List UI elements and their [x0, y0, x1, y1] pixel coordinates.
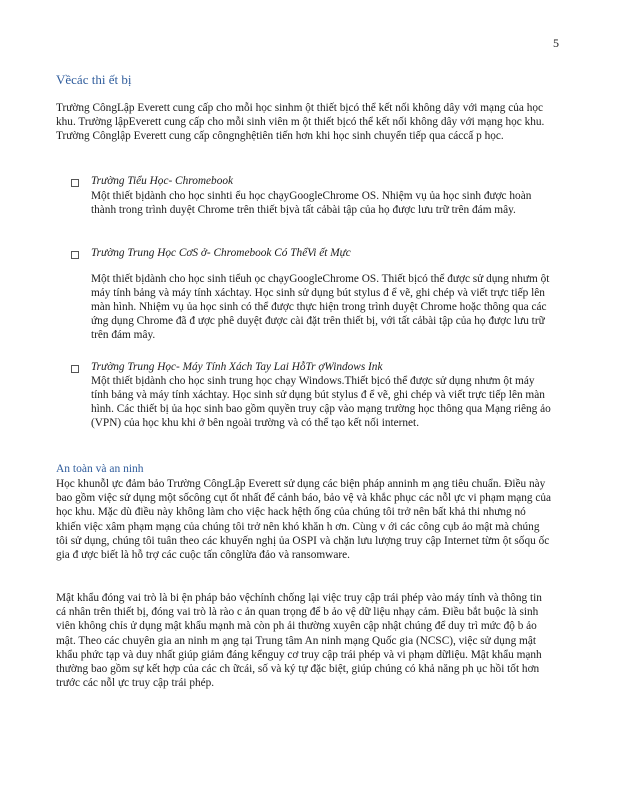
- device-body-high: Một thiết bịdành cho học sinh trung học chạy Windows.Thiết bịcó thể được sử dụng nhưm ột máy tính bảng và máy tính xáchtay. Học sinh sử dụng bút stylus đ ể vẽ, ghi chép và viết trực tiếp lên màn hình. Các thiết bị ủa học sinh bao gồm quyền truy cập vào mạng trường học thông qua Mạng riêng ảo (VPN) của học khu khi ở bên ngoài trường và có thể tạo kết nối internet.: [91, 375, 551, 429]
- safety-paragraph-1: Học khunỗl ực đảm bảo Trường CôngLập Everett sử dụng các biện pháp anninh m ạng tiêu chuẩn. Điều này bao gồm việc sử dụng một sốcông cụt ốt nhất để cảnh báo, bảo vệ và khắc phục các nỗl ực vi phạm mạng của học khu. Mặc dù điều này không làm cho việc hack hệth ống của chúng tôi trở nên bất khả thi nhưng nó khiến việc xâm phạm mạng của chúng tôi trở nên khó khăn h ơn. Cùng v ới các công cụb ảo mật mà chúng tôi sử dụng, chúng tôi tuân theo các khuyến nghị ủa OSPI và chặn lưu lượng truy cập Internet từm ột sốqu ốc gia đ ược biết là hỗ trợ các cuộc tấn cônglừa đảo và ransomware.: [56, 478, 552, 562]
- device-title-middle: Trường Trung Học CơS ở- Chromebook Có ThểVi ết Mực: [91, 247, 351, 259]
- page-number: 5: [553, 36, 559, 50]
- device-body-middle: Một thiết bịdành cho học sinh tiểuh ọc chạyGoogleChrome OS. Thiết bịcó thể được sử dụng nhưm ột máy tính bảng và máy tính xáchtay. Học sinh sử dụng bút stylus đ ể vẽ, ghi chép và viết trực tiếp lên màn hình. Nhiệm vụ ủa học sinh có thể được thực hiện trong trình duyệt Chrome hoặc thông qua các ứng dụng Chrome đã đ ược phê duyệt được cài đặt trên thiết bị, với tất cảbài tập của họ được lưu trữ trên đám mây.: [91, 273, 550, 341]
- safety-heading: An toàn và an ninh: [56, 463, 144, 475]
- devices-heading: Vềcác thi ết bị: [56, 72, 132, 87]
- intro-paragraph: Trường CôngLập Everett cung cấp cho mỗi học sinhm ột thiết bịcó thể kết nối không dây với mạng của học khu. Trường lậpEverett cung cấp cho mỗi sinh viên m ột thiết bịcó thể kết nối không dây với mạng học khu. Trường Cônglập Everett cung cấp côngnghệtiên tiến hơn khi học sinh chuyển tiếp qua cáccấ p học.: [56, 102, 545, 143]
- bullet-icon: [71, 365, 79, 373]
- bullet-icon: [71, 179, 79, 187]
- device-title-high: Trường Trung Học- Máy Tính Xách Tay Lai HỗTr ợWindows Ink: [91, 361, 383, 373]
- bullet-icon: [71, 251, 79, 259]
- device-title-elementary: Trường Tiểu Học- Chromebook: [91, 175, 233, 187]
- device-body-elementary: Một thiết bịdành cho học sinhti ểu học chạyGoogleChrome OS. Nhiệm vụ ủa học sinh được hoàn thành trong trình duyệt Chrome trên thiết bịvà tất cảbài tập của họ được lưu trữ trên đám mây.: [91, 190, 532, 216]
- safety-paragraph-2: Mật khẩu đóng vai trò là bi ện pháp bảo vệchính chống lại việc truy cập trái phép vào máy tính và thông tin cá nhân trên thiết bị, đóng vai trò là rào c ản quan trọng để b ảo vệ dữ liệu nhạy cảm. Điều bắt buộc là sinh viên không chỉs ử dụng mật khẩu mạnh mà còn ph ải thường xuyên cập nhật chúng để duy trì mức độ b ảo mật. Theo các chuyên gia an ninh m ạng tại Trung tâm An ninh mạng Quốc gia (NCSC), việc sử dụng mật khẩu phức tạp và duy nhất giúp giảm đáng kểnguy cơ truy cập trái phép và vi phạm dữliệu. Mật khẩu mạnh thường bao gồm sự kết hợp của các ch ữcái, số và ký tự đặc biệt, giúp chúng có khả năng ph ục hồi tốt hơn trước các nỗl ực truy cập trái phép.: [56, 592, 542, 690]
